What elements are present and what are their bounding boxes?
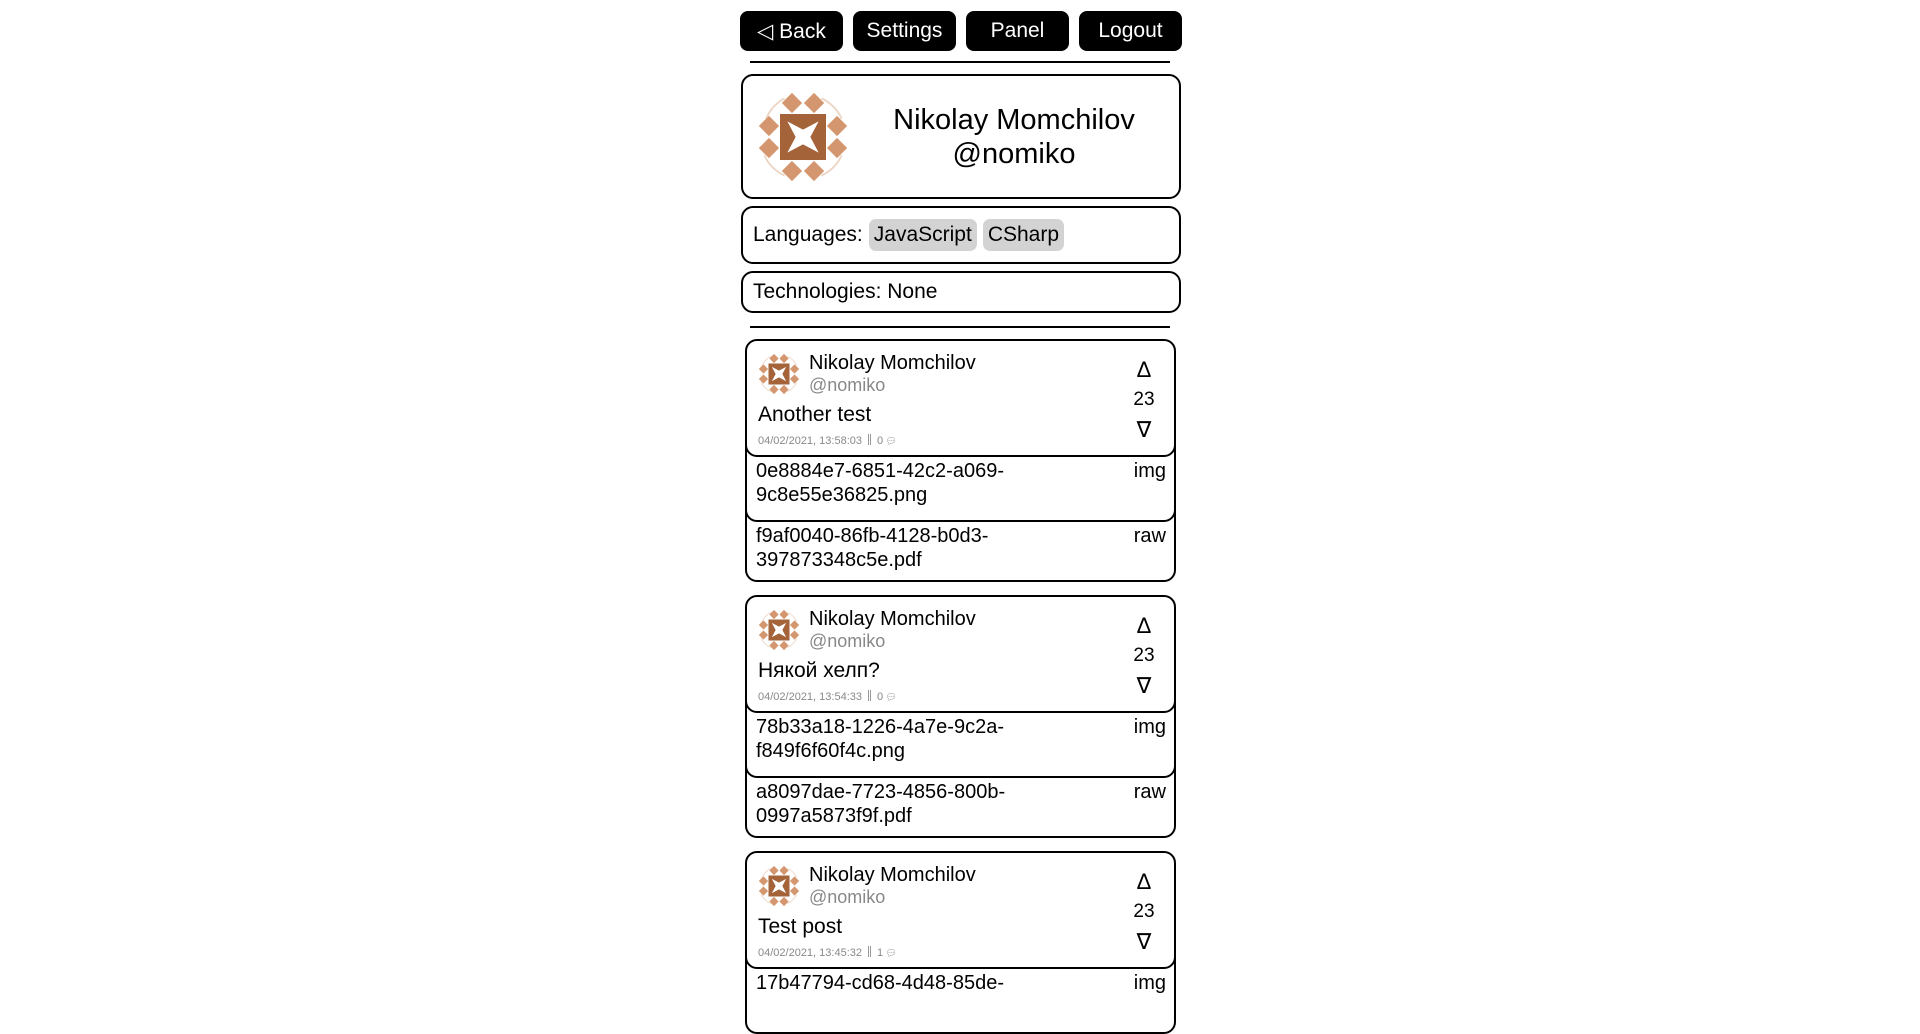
post-author-handle: @nomiko	[809, 887, 886, 907]
profile-handle: @nomiko	[952, 137, 1076, 170]
comment-icon: 💬︎	[883, 948, 898, 958]
comment-icon: 💬︎	[883, 436, 898, 446]
divider	[750, 326, 1170, 328]
languages-label: Languages:	[753, 223, 863, 246]
post-body: Another test	[758, 403, 872, 426]
downvote-button[interactable]: ∇	[1136, 929, 1152, 954]
post-author-name: Nikolay Momchilov	[809, 864, 976, 886]
attachment-type: raw	[1133, 525, 1166, 547]
downvote-button[interactable]: ∇	[1136, 417, 1152, 442]
technologies-card	[741, 271, 1181, 313]
vote-count: 23	[1133, 389, 1155, 410]
post	[745, 595, 1176, 838]
post-meta	[758, 946, 897, 959]
post-author-name: Nikolay Momchilov	[809, 608, 976, 630]
post-author-handle: @nomiko	[809, 375, 886, 395]
post-meta	[758, 434, 897, 447]
downvote-button[interactable]: ∇	[1136, 673, 1152, 698]
attachment-type: img	[1133, 716, 1166, 738]
separator	[868, 690, 871, 701]
post-avatar	[758, 865, 800, 907]
post-header[interactable]	[745, 595, 1176, 713]
profile-card	[741, 74, 1181, 199]
back-button[interactable]: ◁ Back	[740, 11, 843, 51]
post-avatar	[758, 353, 800, 395]
comment-icon: 💬︎	[883, 692, 898, 702]
logout-button[interactable]: Logout	[1079, 11, 1182, 51]
post-header[interactable]	[745, 851, 1176, 969]
post	[745, 339, 1176, 582]
vote-widget	[1124, 611, 1164, 701]
avatar	[757, 91, 849, 183]
profile-name: Nikolay Momchilov	[893, 103, 1135, 136]
post-date: 04/02/2021, 13:45:32	[758, 947, 862, 959]
upvote-button[interactable]: Δ	[1136, 869, 1152, 894]
panel-button[interactable]: Panel	[966, 11, 1069, 51]
attachment-type: raw	[1133, 781, 1166, 803]
technologies-text: Technologies: None	[753, 280, 938, 303]
language-tag: JavaScript	[869, 219, 977, 251]
languages-card	[741, 206, 1181, 264]
attachment-type: img	[1133, 972, 1166, 994]
attachment-type: img	[1133, 460, 1166, 482]
attachment-link[interactable]: 0e8884e7-6851-42c2-a069-9c8e55e36825.png	[756, 460, 1004, 506]
post	[745, 851, 1176, 1034]
attachment-link[interactable]: a8097dae-7723-4856-800b-0997a5873f9f.pdf	[756, 781, 1006, 827]
comment-count: 0	[876, 435, 884, 447]
post-meta	[758, 690, 897, 703]
top-nav	[740, 11, 1182, 51]
attachment-link[interactable]: 78b33a18-1226-4a7e-9c2a-f849f6f60f4c.png	[756, 716, 1004, 762]
post-author-name: Nikolay Momchilov	[809, 352, 976, 374]
settings-button[interactable]: Settings	[853, 11, 956, 51]
upvote-button[interactable]: Δ	[1136, 613, 1152, 638]
divider	[750, 61, 1170, 63]
vote-widget	[1124, 355, 1164, 445]
language-tag: CSharp	[983, 219, 1064, 251]
post-body: Някой хелп?	[758, 659, 880, 682]
post-date: 04/02/2021, 13:58:03	[758, 435, 862, 447]
post-header[interactable]	[745, 339, 1176, 457]
vote-count: 23	[1133, 645, 1155, 666]
attachment-link[interactable]: f9af0040-86fb-4128-b0d3-397873348c5e.pdf	[756, 525, 989, 571]
separator	[868, 946, 871, 957]
attachment-link[interactable]: 17b47794-cd68-4d48-85de-	[756, 972, 1004, 994]
comment-count: 0	[876, 691, 884, 703]
comment-count: 1	[876, 947, 884, 959]
post-body: Test post	[758, 915, 843, 938]
vote-widget	[1124, 867, 1164, 957]
post-avatar	[758, 609, 800, 651]
vote-count: 23	[1133, 901, 1155, 922]
upvote-button[interactable]: Δ	[1136, 357, 1152, 382]
post-author-handle: @nomiko	[809, 631, 886, 651]
separator	[868, 434, 871, 445]
post-date: 04/02/2021, 13:54:33	[758, 691, 862, 703]
